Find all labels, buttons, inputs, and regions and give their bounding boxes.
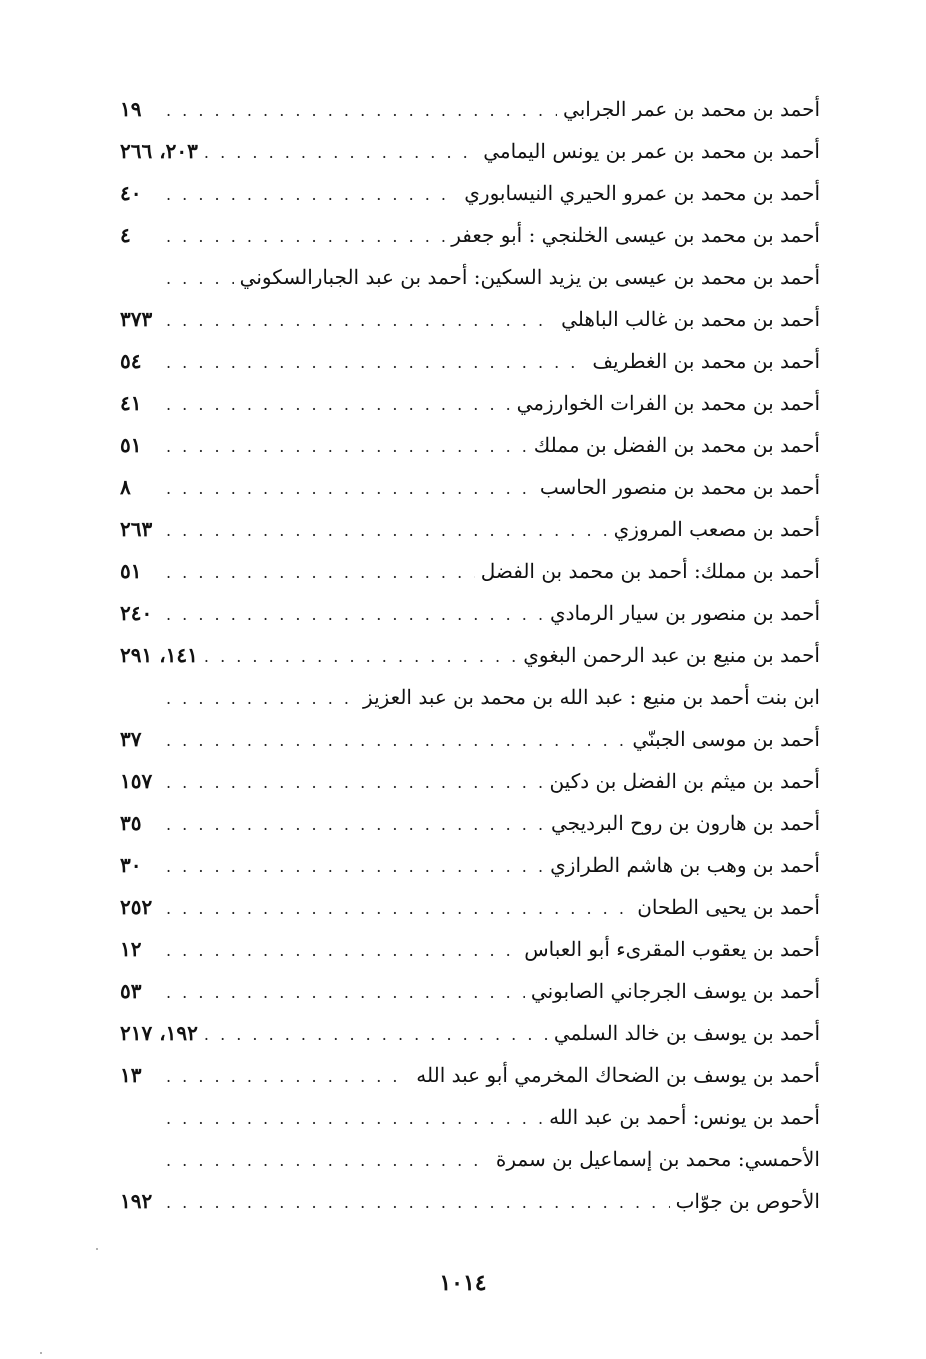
dot-leader [166, 384, 511, 426]
entry-pages: ٣٥ [120, 811, 142, 835]
dot-leader [166, 510, 608, 552]
page-number: ١٠١٤ [439, 1270, 487, 1296]
entry-pages: ٥٤ [120, 349, 142, 373]
dot-leader [204, 636, 517, 678]
entry-name: أحمد بن محمد بن الغطريف [592, 349, 820, 373]
index-entry [120, 760, 820, 802]
index-entry [120, 130, 820, 172]
entry-pages: ٣٧٣ [120, 307, 153, 331]
entry-name: أحمد بن ميثم بن الفضل بن دكين [549, 769, 820, 793]
entry-pages: ١٩ [120, 97, 142, 121]
entry-name: أحمد بن محمد بن عمرو الحيري النيسابوري [464, 181, 820, 205]
paper-speck [96, 1248, 98, 1250]
dot-leader [166, 1182, 670, 1224]
dot-leader [166, 342, 586, 384]
dot-leader [166, 762, 543, 804]
entry-name: أحمد بن مصعب المروزي [613, 517, 820, 541]
entry-name: أحمد بن محمد بن عيسى بن يزيد السكين: أحمد بن عبد الجبارالسكوني [239, 265, 820, 289]
entry-name: الأحمسي: محمد بن إسماعيل بن سمرة [495, 1147, 820, 1171]
dot-leader [166, 972, 525, 1014]
index-entry [120, 634, 820, 676]
entry-name: الأحوص بن جوّاب [675, 1189, 820, 1213]
dot-leader [166, 552, 475, 594]
entry-pages: ٤١ [120, 391, 142, 415]
entry-name: أحمد بن محمد بن منصور الحاسب [539, 475, 820, 499]
entry-pages: ١٣ [120, 1063, 142, 1087]
dot-leader [166, 678, 357, 720]
entry-name: أحمد بن محمد بن الفرات الخوارزمي [516, 391, 820, 415]
entry-pages: ٢٦٣ [120, 517, 153, 541]
entry-pages: ٢٠٣، ٢٦٦ [120, 139, 198, 163]
entry-name: أحمد بن محمد بن عمر الجرابي [563, 97, 820, 121]
index-entry [120, 928, 820, 970]
entry-name: أحمد بن يحيى الطحان [637, 895, 820, 919]
entry-pages: ١٥٧ [120, 769, 153, 793]
name-index-list [120, 88, 820, 1222]
entry-name: أحمد بن يوسف الجرجاني الصابوني [530, 979, 820, 1003]
index-entry [120, 844, 820, 886]
entry-pages: ٣٠ [120, 853, 142, 877]
entry-name: ابن بنت أحمد بن منيع : عبد الله بن محمد بن عبد العزيز [363, 685, 820, 709]
index-entry [120, 298, 820, 340]
index-entry [120, 214, 820, 256]
entry-pages: ٥١ [120, 559, 142, 583]
entry-name: أحمد بن موسى الجبنّي [632, 727, 820, 751]
dot-leader [166, 1056, 410, 1098]
entry-pages: ١٢ [120, 937, 142, 961]
entry-name: أحمد بن يونس: أحمد بن عبد الله [549, 1105, 820, 1129]
entry-pages: ٣٧ [120, 727, 142, 751]
entry-pages: ٨ [120, 475, 131, 499]
index-entry [120, 508, 820, 550]
entry-name: أحمد بن منصور بن سيار الرمادي [549, 601, 820, 625]
entry-name: أحمد بن يوسف بن الضحاك المخرمي أبو عبد الله [416, 1063, 820, 1087]
entry-pages: ٥٣ [120, 979, 142, 1003]
index-entry [120, 382, 820, 424]
dot-leader [204, 1014, 548, 1056]
entry-name: أحمد بن محمد بن عمر بن يونس اليمامي [483, 139, 820, 163]
index-entry [120, 886, 820, 928]
index-entry [120, 424, 820, 466]
index-entry [120, 256, 820, 298]
entry-name: أحمد بن محمد بن غالب الباهلي [561, 307, 820, 331]
entry-name: أحمد بن محمد بن عيسى الخلنجي : أبو جعفر [451, 223, 820, 247]
index-entry [120, 466, 820, 508]
dot-leader [166, 930, 518, 972]
index-entry [120, 1138, 820, 1180]
dot-leader [166, 300, 555, 342]
dot-leader [166, 468, 534, 510]
entry-pages: ٢٥٢ [120, 895, 153, 919]
index-entry [120, 1096, 820, 1138]
paper-speck [40, 1352, 42, 1354]
dot-leader [166, 846, 544, 888]
dot-leader [166, 174, 458, 216]
index-entry [120, 718, 820, 760]
entry-name: أحمد بن هارون بن روح البرديجي [551, 811, 820, 835]
index-entry [120, 1180, 820, 1222]
dot-leader [166, 594, 544, 636]
dot-leader [166, 1098, 543, 1140]
entry-pages: ١٤١، ٢٩١ [120, 643, 198, 667]
dot-leader [166, 216, 445, 258]
entry-name: أحمد بن محمد بن الفضل بن مملك [533, 433, 820, 457]
index-entry [120, 550, 820, 592]
index-entry [120, 970, 820, 1012]
index-entry [120, 676, 820, 718]
dot-leader [166, 804, 545, 846]
entry-pages: ٤ [120, 223, 131, 247]
entry-pages: ١٩٢ [120, 1189, 153, 1213]
entry-name: أحمد بن مملك: أحمد بن محمد بن الفضل [480, 559, 820, 583]
entry-pages: ٥١ [120, 433, 142, 457]
entry-pages: ٢٤٠ [120, 601, 153, 625]
dot-leader [166, 720, 626, 762]
index-entry [120, 802, 820, 844]
index-entry [120, 592, 820, 634]
dot-leader [166, 888, 631, 930]
entry-pages: ١٩٢، ٢١٧ [120, 1021, 198, 1045]
index-entry [120, 1054, 820, 1096]
entry-name: أحمد بن وهب بن هاشم الطرازي [550, 853, 820, 877]
entry-name: أحمد بن يوسف بن خالد السلمي [553, 1021, 820, 1045]
dot-leader [166, 90, 557, 132]
dot-leader [166, 258, 234, 300]
entry-name: أحمد بن يعقوب المقرىء أبو العباس [524, 937, 820, 961]
dot-leader [166, 426, 528, 468]
dot-leader [204, 132, 477, 174]
dot-leader [166, 1140, 490, 1182]
index-entry [120, 172, 820, 214]
entry-pages: ٤٠ [120, 181, 142, 205]
entry-name: أحمد بن منيع بن عبد الرحمن البغوي [523, 643, 820, 667]
index-entry [120, 88, 820, 130]
index-entry [120, 1012, 820, 1054]
index-entry [120, 340, 820, 382]
